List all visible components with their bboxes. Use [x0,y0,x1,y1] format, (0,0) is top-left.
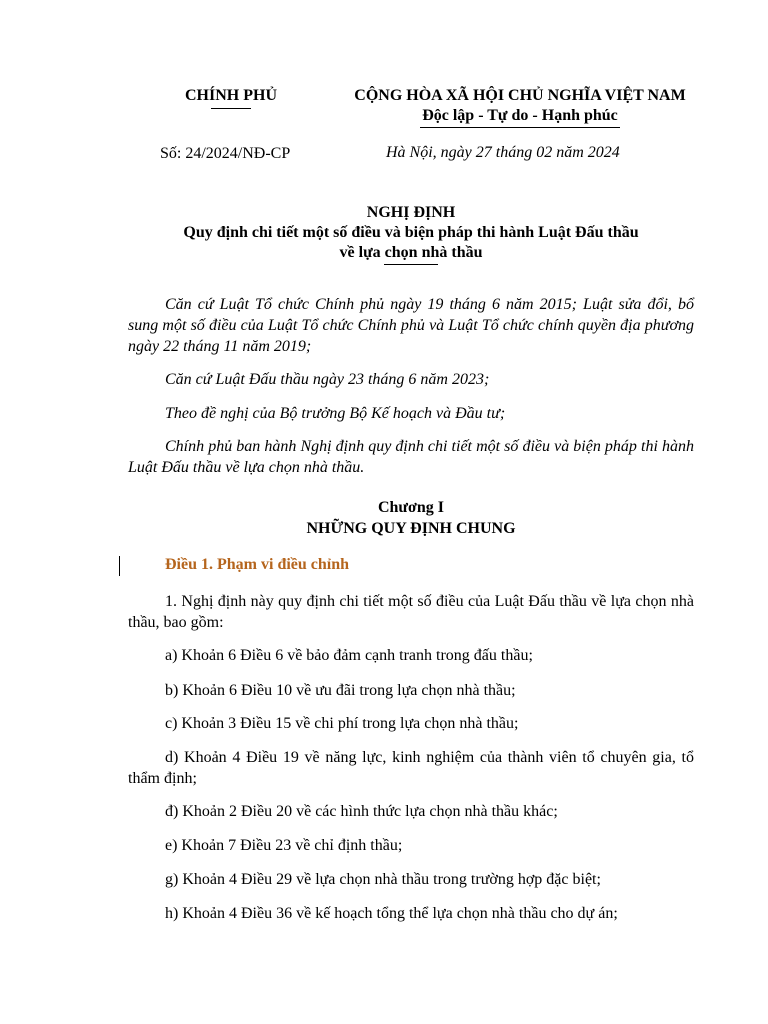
national-motto: Độc lập - Tự do - Hạnh phúc [422,107,618,124]
list-item: h) Khoản 4 Điều 36 về kế hoạch tổng thể lựa chọn nhà thầu cho dự án; [165,905,618,922]
list-item: e) Khoản 7 Điều 23 về chỉ định thầu; [165,837,403,854]
document-number: Số: 24/2024/NĐ-CP [160,145,291,162]
issuing-agency-block [160,86,302,109]
article-heading: Điều 1. Phạm vi điều chỉnh [165,556,350,573]
text-cursor [119,556,120,576]
list-item: g) Khoản 4 Điều 29 về lựa chọn nhà thầu trong trường hợp đặc biệt; [165,871,601,888]
agency-underline [211,108,251,109]
issuing-agency: CHÍNH PHỦ [185,87,277,104]
national-header-block [338,86,702,128]
chapter-number: Chương I [377,499,445,516]
list-item: b) Khoản 6 Điều 10 về ưu đãi trong lựa chọn nhà thầu; [165,682,516,699]
preamble-paragraph: Căn cứ Luật Tổ chức Chính phủ ngày 19 tháng 6 năm 2015; Luật sửa đổi, bổ sung một số điều của Luật Tổ chức Chính phủ và Luật Tổ chức chính quyền địa phương ngày 22 tháng 11 năm 2019; [128,296,694,355]
document-type: NGHỊ ĐỊNH [366,204,456,221]
list-item: d) Khoản 4 Điều 19 về năng lực, kinh nghiệm của thành viên tổ chuyên gia, tổ thẩm định; [128,749,694,787]
motto-underline [420,127,620,128]
preamble-paragraph: Theo đề nghị của Bộ trưởng Bộ Kế hoạch và Đầu tư; [165,405,506,422]
list-item: a) Khoản 6 Điều 6 về bảo đảm cạnh tranh trong đấu thầu; [165,647,533,664]
title-underline [384,264,438,265]
place-date: Hà Nội, ngày 27 tháng 02 năm 2024 [386,144,620,161]
chapter-heading [128,497,694,539]
chapter-title: NHỮNG QUY ĐỊNH CHUNG [306,520,516,537]
country-name: CỘNG HÒA XÃ HỘI CHỦ NGHĨA VIỆT NAM [354,87,686,104]
list-item: đ) Khoản 2 Điều 20 về các hình thức lựa chọn nhà thầu khác; [165,803,558,820]
clause-paragraph: 1. Nghị định này quy định chi tiết một số điều của Luật Đấu thầu về lựa chọn nhà thầu, bao gồm: [128,593,694,631]
preamble-paragraph: Chính phủ ban hành Nghị định quy định chi tiết một số điều và biện pháp thi hành Luật Đấu thầu về lựa chọn nhà thầu. [128,438,694,476]
document-title-block [130,203,692,265]
document-subject-line2: về lựa chọn nhà thầu [339,244,483,261]
preamble-paragraph: Căn cứ Luật Đấu thầu ngày 23 tháng 6 năm 2023; [165,371,490,388]
list-item: c) Khoản 3 Điều 15 về chi phí trong lựa chọn nhà thầu; [165,715,519,732]
document-subject-line1: Quy định chi tiết một số điều và biện pháp thi hành Luật Đấu thầu [183,224,639,241]
